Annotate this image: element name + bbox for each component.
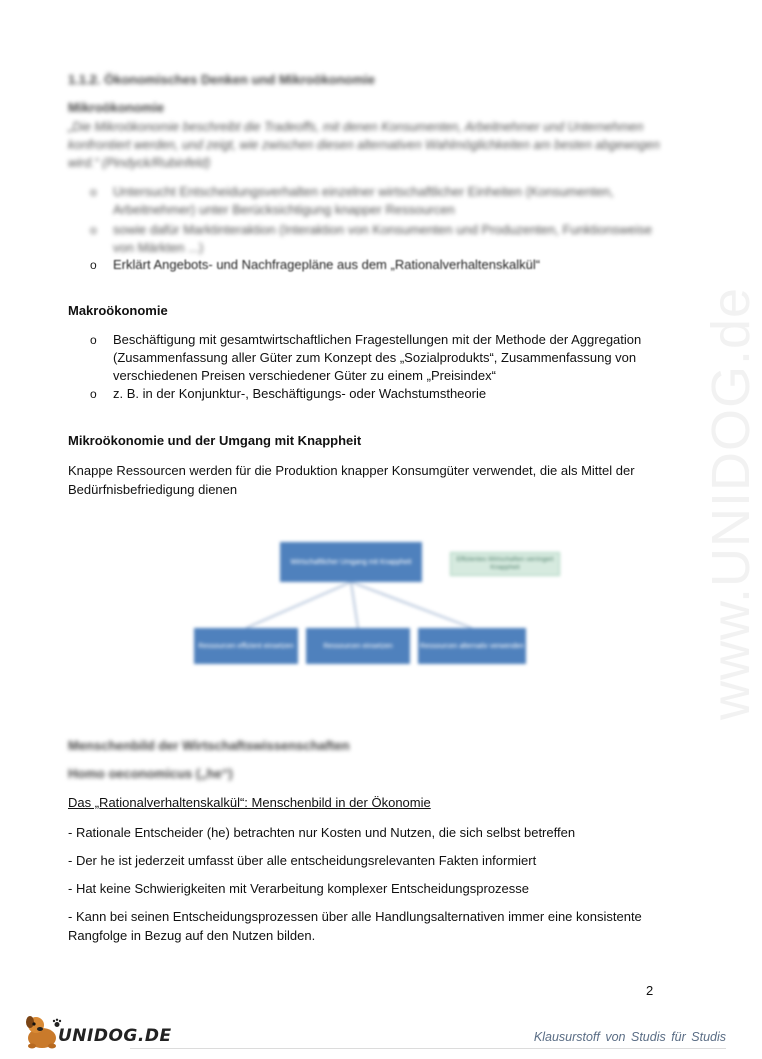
list-item (68, 331, 688, 385)
diagram-note: Effizientes Wirtschaften verringert Knappheit (450, 552, 560, 576)
bullet-marker: o (90, 185, 97, 199)
mikro-quote: „Die Mikroökonomie beschreibt die Tradeoffs, mit denen Konsumenten, Arbeitnehmer und Unternehmen konfrontiert werden, und zeigt, wie zwischen diesen alternativen Wahlmöglichkeiten am besten abgewogen wird.“ (Pindyck/Rubinfeld) (68, 120, 660, 170)
rationalverhalten-title: Das „Rationalverhaltenskalkül“: Menschenbild in der Ökonomie (68, 795, 431, 810)
diagram-box-right: Ressourcen alternativ verwenden (418, 628, 526, 664)
connector-line-middle (351, 582, 358, 628)
list-item (68, 385, 688, 403)
diagram-box-top: Wirtschaftlicher Umgang mit Knappheit (280, 542, 422, 582)
bullet-marker: o (90, 333, 97, 347)
menschenbild-line: - Kann bei seinen Entscheidungsprozessen über alle Handlungsalternativen immer eine konsistente Rangfolge in Bezug auf den Nutzen bilden. (68, 909, 642, 943)
mikro-heading: Mikroökonomie (68, 100, 165, 115)
footer-divider (130, 1048, 726, 1049)
connector-line-left (246, 582, 351, 628)
knappheit-paragraph: Knappe Ressourcen werden für die Produktion knapper Konsumgüter verwendet, die als Mittel der Bedürfnisbefriedigung dienen (68, 463, 635, 497)
page-number: 2 (646, 983, 654, 998)
diagram-box-left: Ressourcen effizient einsetzen (194, 628, 298, 664)
list-item-text: z. B. in der Konjunktur-, Beschäftigungs- oder Wachstumstheorie (113, 386, 487, 401)
list-item (68, 221, 668, 257)
list-item-text: sowie dafür Marktinteraktion (Interaktion von Konsumenten und Produzenten, Funktionsweise von Märkten ...) (113, 222, 653, 255)
list-item (68, 256, 688, 274)
list-item-text: Beschäftigung mit gesamtwirtschaftlichen Fragestellungen mit der Methode der Aggregation (Zusammenfassung aller Güter zum Konzept des „Sozialprodukts“, Zusammenfassung von verschiedenen Preisen verschiedener Güter zu einem „Preisindex“ (113, 332, 642, 383)
list-item-text: Untersucht Entscheidungsverhalten einzelner wirtschaftlicher Einheiten (Konsumenten, Arbeitnehmer) unter Berücksichtigung knapper Ressourcen (113, 184, 614, 217)
menschenbild-line: - Der he ist jederzeit umfasst über alle entscheidungsrelevanten Fakten informiert (68, 853, 537, 868)
bullet-marker: o (90, 387, 97, 401)
unidog-logo[interactable] (22, 1012, 172, 1052)
list-item (68, 183, 668, 219)
connector-line-right (351, 582, 472, 628)
diagram-box-middle: Ressourcen einsetzen (306, 628, 410, 664)
homo-oeconomicus-heading: Homo oeconomicus („he“) (68, 766, 233, 781)
logo-text: UNIDOG.DE (58, 1026, 172, 1046)
makro-bullet-list (68, 331, 688, 403)
makro-heading: Makroökonomie (68, 303, 168, 318)
watermark: www.UNIDOG.de (701, 286, 761, 720)
knappheit-heading: Mikroökonomie und der Umgang mit Knappheit (68, 433, 362, 448)
knappheit-diagram (180, 530, 560, 680)
section-heading: 1.1.2. Ökonomisches Denken und Mikroökonomie (68, 72, 376, 87)
menschenbild-line: - Rationale Entscheider (he) betrachten nur Kosten und Nutzen, die sich selbst betreffen (68, 825, 576, 840)
bullet-marker: o (90, 223, 97, 237)
menschenbild-heading: Menschenbild der Wirtschaftswissenschaften (68, 738, 350, 753)
footer-tagline: Klausurstoff von Studis für Studis (533, 1030, 726, 1044)
bullet-marker: o (90, 258, 97, 272)
menschenbild-line: - Hat keine Schwierigkeiten mit Verarbeitung komplexer Entscheidungsprozesse (68, 881, 530, 896)
mikro-last-bullet (68, 256, 688, 274)
mikro-bullet-list (68, 183, 668, 259)
list-item-text: Erklärt Angebots- und Nachfragepläne aus dem „Rationalverhaltenskalkül“ (113, 257, 541, 272)
